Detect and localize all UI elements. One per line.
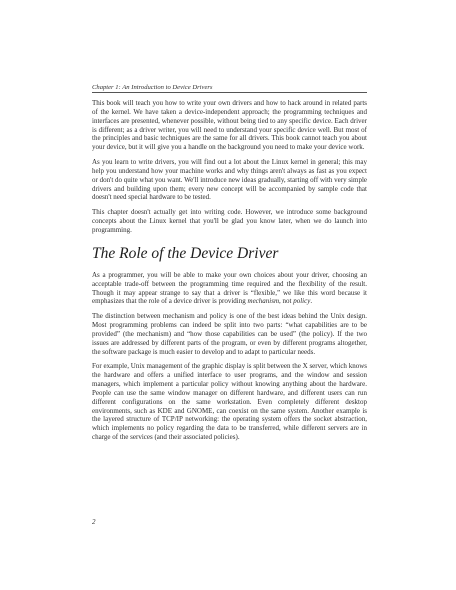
section-paragraph-1-between: , not xyxy=(279,297,294,306)
intro-paragraph-3: This chapter doesn't actually get into writing code. However, we introduce some background concepts about the Linux kernel that you'll be glad you know later, when we do launch into programming. xyxy=(92,208,367,234)
section-paragraph-1-text: As a programmer, you will be able to make your own choices about your driver, choosing an acceptable trade-off between the programming time required and the flexibility of the result. Though it may appear strange to say that a driver is “flexible,” we like this word because it emphasizes that the role of a device driver is providing xyxy=(92,270,367,306)
header-rule xyxy=(92,92,367,93)
running-head: Chapter 1: An Introduction to Device Drivers xyxy=(92,84,213,91)
section-title: The Role of the Device Driver xyxy=(92,244,279,262)
intro-paragraph-2: As you learn to write drivers, you will find out a lot about the Linux kernel in general; this may help you understand how your machine works and why things aren't always as fast as you expect or don't do quite what you want. We'll introduce new ideas gradually, starting off with very simple drivers and building upon them; every new concept will be accompanied by sample code that doesn't need special hardware to be tested. xyxy=(92,158,367,202)
page-number: 2 xyxy=(92,518,96,526)
section-paragraph-1 xyxy=(92,271,367,306)
intro-paragraph-1: This book will teach you how to write your own drivers and how to hack around in related parts of the kernel. We have taken a device-independent approach; the programming techniques and interfaces are presented, whenever possible, without being tied to any specific device. Each driver is different; as a driver writer, you will need to understand your specific device well. But most of the principles and basic techniques are the same for all drivers. This book cannot teach you about your device, but it will give you a handle on the background you need to make your device work. xyxy=(92,99,367,152)
section-paragraph-2: The distinction between mechanism and policy is one of the best ideas behind the Unix design. Most programming problems can indeed be split into two parts: “what capabilities are to be provided” (the mechanism) and “how those capabilities can be used” (the policy). If the two issues are addressed by different parts of the program, or even by different programs altogether, the software package is much easier to develop and to adapt to particular needs. xyxy=(92,312,367,356)
policy-term: policy xyxy=(293,297,311,306)
page-body xyxy=(92,99,367,448)
section-paragraph-1-end: . xyxy=(310,297,313,306)
mechanism-term: mechanism xyxy=(247,297,280,306)
section-paragraph-3: For example, Unix management of the graphic display is split between the X server, which knows the hardware and offers a unified interface to user programs, and the window and session managers, which implement a particular policy without knowing anything about the hardware. People can use the same window manager on different hardware, and different users can run different configurations on the same workstation. Even completely different desktop environments, such as KDE and GNOME, can coexist on the same system. Another example is the layered structure of TCP/IP networking: the operating system offers the socket abstraction, which implements no policy regarding the data to be transferred, while different servers are in charge of the services (and their associated policies). xyxy=(92,362,367,442)
